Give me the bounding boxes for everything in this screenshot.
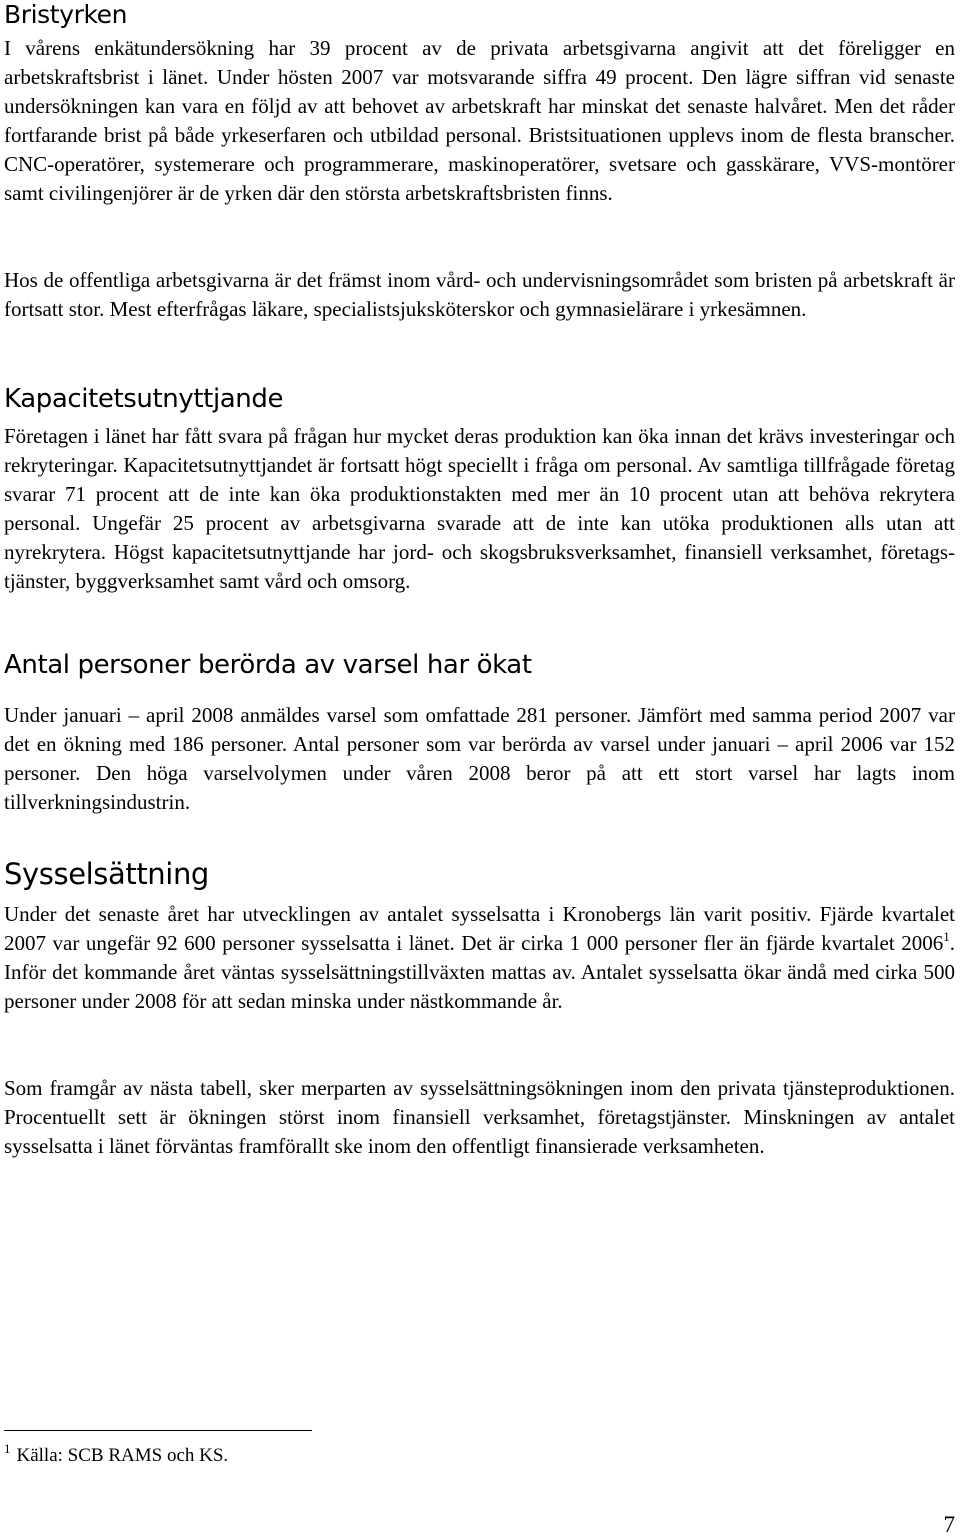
heading-bristyrken: Bristyrken — [4, 0, 128, 29]
paragraph-sysselsattning-2: Som framgår av nästa tabell, sker merparten av sysselsättningsökningen inom den privata tjänsteproduktionen. Procentuellt sett är ökningen störst inom finansiell verksamhet, företagstjänster. Minskningen av antalet sysselsatta i länet förväntas framförallt ske inom den offentligt finansierade verksamheten. — [4, 1076, 955, 1158]
heading-sysselsattning: Sysselsättning — [4, 857, 209, 891]
footnote-text: Källa: SCB RAMS och KS. — [16, 1445, 229, 1466]
footnote-marker: 1 — [4, 1441, 11, 1456]
paragraph-kapacitetsutnyttjande: Företagen i länet har fått svara på frågan hur mycket deras produktion kan öka innan det krävs investeringar och rekryteringar. Kapacitetsutnyttjandet är fortsatt högt speciellt i fråga om personal. Av samtliga tillfrågade företag svarar 71 procent att de inte kan öka produktionstakten med mer än 10 procent utan att behöva rekrytera personal. Ungefär 25 procent av arbetsgivarna svarade att de inte kan utöka produktionen alls utan att nyrekrytera. Högst kapacitetsutnyttjande har jord- och skogsbruksverksamhet, finansiell verksamhet, företagstjänster, byggverksamhet samt vård och omsorg. — [4, 424, 955, 593]
paragraph-sysselsattning-1-text: Under det senaste året har utvecklingen av antalet sysselsatta i Kronobergs län varit positiv. Fjärde kvartalet 2007 var ungefär 92 600 personer sysselsatta i länet. Det är cirka 1 000 personer fler än fjärde kvartalet 2006 — [4, 902, 955, 955]
page-number: 7 — [943, 1512, 955, 1537]
paragraph-sysselsattning-1 — [4, 900, 955, 1016]
footnote — [4, 1441, 229, 1468]
heading-kapacitetsutnyttjande: Kapacitetsutnyttjande — [4, 384, 284, 414]
footnote-reference[interactable]: 1 — [943, 929, 950, 944]
paragraph-varsel: Under januari – april 2008 anmäldes varsel som omfattade 281 personer. Jämfört med samma period 2007 var det en ökning med 186 personer. Antal personer som var berörda av varsel under januari – april 2006 var 152 personer. Den höga varselvolymen under våren 2008 beror på att ett stort varsel har lagts inom tillverkningsindustrin. — [4, 703, 955, 814]
paragraph-sysselsattning-1-continuation: . Inför det kommande året väntas sysselsättningstillväxten mattas av. Antalet sysselsatta ökar ändå med cirka 500 personer under 2008 för att sedan minska under nästkommande år. — [4, 931, 955, 1013]
paragraph-bristyrken-1: I vårens enkätundersökning har 39 procent av de privata arbetsgivarna angivit att det föreligger en arbetskraftsbrist i länet. Under hösten 2007 var motsvarande siffra 49 procent. Den lägre siffran vid senaste undersökningen kan vara en följd av att behovet av arbetskraft har minskat det senaste halvåret. Men det råder fortfarande brist på både yrkeserfaren och utbildad personal. Bristsituationen upplevs inom de flesta branscher. CNC-operatörer, systemerare och programmerare, maskinoperatörer, svetsare och gasskärare, VVS-montörer samt civilingenjörer är de yrken där den största arbetskraftsbristen finns. — [4, 36, 955, 205]
footnote-divider — [4, 1430, 312, 1431]
heading-varsel: Antal personer berörda av varsel har ökat — [4, 650, 532, 680]
paragraph-bristyrken-2: Hos de offentliga arbetsgivarna är det främst inom vård- och undervisningsområdet som bristen på arbetskraft är fortsatt stor. Mest efterfrågas läkare, specialistsjuksköterskor och gymnasielärare i yrkesämnen. — [4, 268, 955, 321]
